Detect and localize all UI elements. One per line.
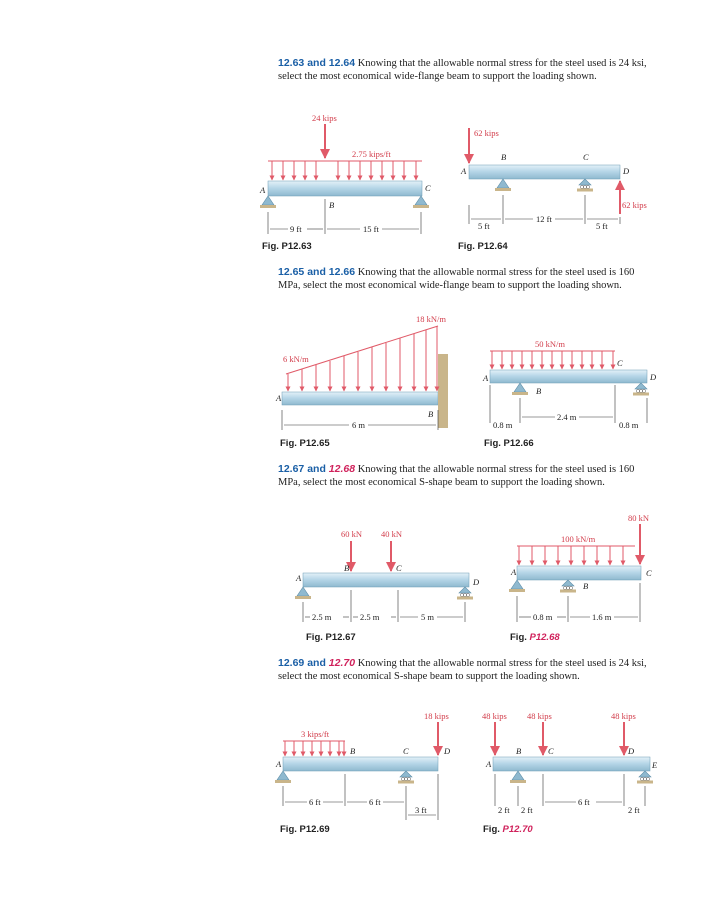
dim-label: 0.8 m [493, 420, 513, 430]
label-D: D [623, 166, 630, 176]
label-A: A [296, 573, 302, 583]
fig-caption-p12-66: Fig. P12.66 [484, 438, 534, 449]
label-A: A [486, 759, 492, 769]
fig-p12-67 [295, 529, 480, 622]
beam [493, 757, 650, 771]
dim-label: 12 ft [536, 214, 552, 224]
dim-label: 2.4 m [557, 412, 577, 422]
fig-caption-p12-63: Fig. P12.63 [262, 241, 312, 252]
problem-number: 12.65 and 12.66 [278, 266, 356, 278]
fig-p12-69 [275, 711, 451, 820]
problem-number: 12.63 and 12.64 [278, 57, 356, 69]
roller-support [637, 771, 653, 784]
label-B: B [344, 563, 350, 573]
label-D: D [628, 746, 635, 756]
load3-label: 48 kips [611, 711, 636, 721]
beam [490, 370, 647, 383]
dim-label: 5 m [421, 612, 434, 622]
fig-p12-68 [509, 513, 652, 622]
label-C: C [403, 746, 409, 756]
fig-caption-p12-67: Fig. P12.67 [306, 632, 356, 643]
dim-label: 2.5 m [312, 612, 332, 622]
dim-label: 6 ft [309, 797, 321, 807]
roller-support [633, 383, 649, 396]
label-D: D [650, 372, 657, 382]
label-B: B [428, 409, 434, 419]
beam [303, 573, 469, 587]
dim-label: 0.8 m [619, 420, 639, 430]
problem-text: Knowing that the allowable normal stress for the steel used is 24 ksi, select the most economical S-shape beam to support the loading shown. [278, 658, 647, 683]
dist-load-line [286, 326, 438, 374]
fig-p12-70 [482, 711, 658, 815]
beam [469, 165, 620, 179]
beam [282, 392, 438, 405]
beam [517, 566, 641, 580]
label-C: C [425, 183, 431, 193]
pin-support [512, 383, 528, 395]
dim-label: 2 ft [521, 805, 533, 815]
dist-load-arrows [519, 546, 623, 565]
roller-support [577, 179, 593, 192]
fig-p12-63 [259, 113, 431, 234]
label-A: A [260, 185, 266, 195]
label-A: A [511, 567, 517, 577]
dist-load-label: 100 kN/m [561, 534, 596, 544]
load-left-label: 62 kips [474, 128, 499, 138]
label-A: A [461, 166, 467, 176]
pin-support [275, 771, 291, 783]
label-A: A [276, 393, 282, 403]
dim-label: 3 ft [415, 805, 427, 815]
label-A: A [276, 759, 282, 769]
pin-support [510, 771, 526, 783]
problem-text: Knowing that the allowable normal stress for the steel used is 160 MPa, select the most economical S-shape beam to support the loading shown. [278, 464, 635, 489]
dist-load-arrows [285, 741, 344, 756]
load-right-label: 62 kips [622, 200, 647, 210]
dim-label: 6 ft [578, 797, 590, 807]
label-B: B [350, 746, 356, 756]
pin-support [495, 179, 511, 191]
point-load-label: 24 kips [312, 113, 337, 123]
beam [268, 181, 422, 196]
label-D: D [444, 746, 451, 756]
dim-label: 2 ft [498, 805, 510, 815]
label-C: C [396, 563, 402, 573]
problem-text: Knowing that the allowable normal stress for the steel used is 160 MPa, select the most economical wide-flange beam to support the loading shown. [278, 267, 635, 292]
label-B: B [329, 200, 335, 210]
label-C: C [646, 568, 652, 578]
label-B: B [501, 152, 507, 162]
dist-load-label: 50 kN/m [535, 339, 565, 349]
beam [283, 757, 438, 771]
dim-label: 15 ft [363, 224, 379, 234]
problem-number: 12.69 and 12.70 [278, 657, 356, 669]
dist-load-arrows [272, 161, 416, 180]
pin-support [260, 196, 276, 208]
fig-caption-p12-70: Fig. P12.70 [483, 824, 533, 835]
label-B: B [516, 746, 522, 756]
dist-load-label: 3 kips/ft [301, 729, 330, 739]
problem-number: 12.67 and 12.68 [278, 463, 356, 475]
load-max-label: 18 kN/m [416, 314, 446, 324]
dim-label: 2 ft [628, 805, 640, 815]
label-D: D [473, 577, 480, 587]
roller-support [560, 580, 576, 593]
dist-load-label: 2.75 kips/ft [352, 149, 391, 159]
label-E: E [652, 760, 658, 770]
wall [438, 354, 448, 428]
dim-label: 1.6 m [592, 612, 612, 622]
pin-support [509, 580, 525, 592]
dist-load-arrows [288, 326, 437, 391]
dim-label: 6 m [352, 420, 365, 430]
fig-caption-p12-69: Fig. P12.69 [280, 824, 330, 835]
dim-label: 6 ft [369, 797, 381, 807]
load2-label: 48 kips [527, 711, 552, 721]
point-load-label: 80 kN [628, 513, 650, 523]
dim-label: 2.5 m [360, 612, 380, 622]
pin-support [295, 587, 311, 599]
label-B: B [583, 581, 589, 591]
load1-label: 48 kips [482, 711, 507, 721]
label-A: A [483, 373, 489, 383]
dim-label: 5 ft [478, 221, 490, 231]
dim-label: 0.8 m [533, 612, 553, 622]
dist-load-arrows [492, 351, 613, 369]
fig-p12-64 [460, 128, 647, 231]
problem-text: Knowing that the allowable normal stress for the steel used is 24 ksi, select the most economical wide-flange beam to support the loading shown. [278, 58, 647, 83]
fig-p12-66 [482, 339, 657, 430]
roller-support [457, 587, 473, 600]
load-min-label: 6 kN/m [283, 354, 309, 364]
dim-label: 5 ft [596, 221, 608, 231]
fig-caption-p12-64: Fig. P12.64 [458, 241, 508, 252]
fig-caption-p12-65: Fig. P12.65 [280, 438, 330, 449]
label-C: C [617, 358, 623, 368]
roller-support [398, 771, 414, 784]
fig-p12-65 [275, 314, 448, 430]
label-B: B [536, 386, 542, 396]
point-load-label: 18 kips [424, 711, 449, 721]
label-C: C [548, 746, 554, 756]
load2-label: 40 kN [381, 529, 403, 539]
fig-caption-p12-68: Fig. P12.68 [510, 632, 560, 643]
pin-support [413, 196, 429, 208]
label-C: C [583, 152, 589, 162]
dim-label: 9 ft [290, 224, 302, 234]
load1-label: 60 kN [341, 529, 363, 539]
